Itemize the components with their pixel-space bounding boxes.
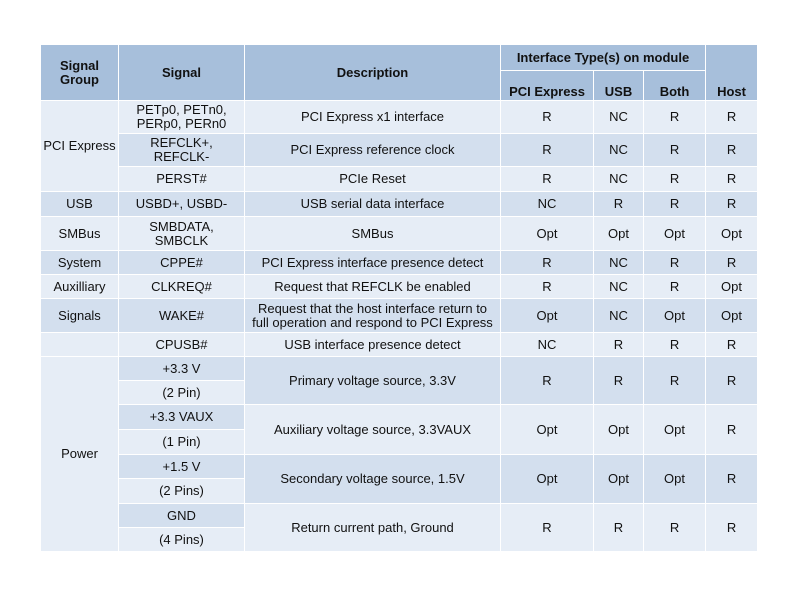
signal-cell: WAKE#	[119, 299, 245, 333]
signal-cell: CPPE#	[119, 251, 245, 275]
usb-cell: NC	[594, 134, 644, 167]
group-system: System	[41, 251, 119, 275]
description-cell: Secondary voltage source, 1.5V	[245, 455, 501, 504]
description-cell: PCI Express reference clock	[245, 134, 501, 167]
description-cell: Request that the host interface return to full operation and respond to PCI Express	[245, 299, 501, 333]
power-signal-cell: +3.3 VAUX	[119, 405, 245, 430]
table-row	[41, 217, 758, 251]
description-cell: PCI Express x1 interface	[245, 101, 501, 134]
group-power: Power	[41, 357, 119, 552]
power-signal-cell: +3.3 V	[119, 357, 245, 381]
table-row	[41, 405, 758, 430]
description-cell: SMBus	[245, 217, 501, 251]
group-auxilliary: Auxilliary	[41, 275, 119, 299]
usb-cell: R	[594, 192, 644, 217]
signal-cell: PETp0, PETn0, PERp0, PERn0	[119, 101, 245, 134]
host-cell: R	[706, 167, 758, 192]
description-cell: Request that REFCLK be enabled	[245, 275, 501, 299]
usb-cell: NC	[594, 275, 644, 299]
power-pins-cell: (1 Pin)	[119, 430, 245, 455]
description-cell: Auxiliary voltage source, 3.3VAUX	[245, 405, 501, 455]
header-pci-express: PCI Express	[501, 71, 594, 101]
both-cell: Opt	[644, 299, 706, 333]
table-row	[41, 134, 758, 167]
group-signals: Signals	[41, 299, 119, 333]
table-row	[41, 357, 758, 381]
pci-cell: R	[501, 504, 594, 552]
group-smbus: SMBus	[41, 217, 119, 251]
host-cell: Opt	[706, 299, 758, 333]
host-cell: R	[706, 455, 758, 504]
pci-cell: R	[501, 357, 594, 405]
description-cell: USB serial data interface	[245, 192, 501, 217]
host-cell: R	[706, 405, 758, 455]
group-empty	[41, 333, 119, 357]
description-cell: Primary voltage source, 3.3V	[245, 357, 501, 405]
usb-cell: R	[594, 504, 644, 552]
signal-cell: PERST#	[119, 167, 245, 192]
both-cell: R	[644, 357, 706, 405]
power-pins-cell: (2 Pin)	[119, 381, 245, 405]
signal-cell: SMBDATA, SMBCLK	[119, 217, 245, 251]
usb-cell: NC	[594, 101, 644, 134]
both-cell: R	[644, 192, 706, 217]
pci-cell: R	[501, 134, 594, 167]
power-signal-cell: GND	[119, 504, 245, 528]
pci-cell: R	[501, 251, 594, 275]
host-cell: R	[706, 333, 758, 357]
table-row	[41, 455, 758, 479]
usb-cell: Opt	[594, 455, 644, 504]
both-cell: R	[644, 333, 706, 357]
header-both: Both	[644, 71, 706, 101]
table-row	[41, 251, 758, 275]
header-host: Host	[706, 45, 758, 101]
header-interface-types: Interface Type(s) on module	[501, 45, 706, 71]
table-row	[41, 333, 758, 357]
signal-cell: USBD+, USBD-	[119, 192, 245, 217]
both-cell: R	[644, 251, 706, 275]
usb-cell: NC	[594, 167, 644, 192]
usb-cell: NC	[594, 251, 644, 275]
host-cell: R	[706, 192, 758, 217]
usb-cell: R	[594, 333, 644, 357]
group-usb: USB	[41, 192, 119, 217]
table-row	[41, 275, 758, 299]
pci-cell: Opt	[501, 405, 594, 455]
header-description: Description	[245, 45, 501, 101]
table-row	[41, 101, 758, 134]
description-cell: Return current path, Ground	[245, 504, 501, 552]
header-usb: USB	[594, 71, 644, 101]
table-row	[41, 167, 758, 192]
table-row	[41, 504, 758, 528]
both-cell: R	[644, 101, 706, 134]
power-signal-cell: +1.5 V	[119, 455, 245, 479]
host-cell: R	[706, 504, 758, 552]
pci-cell: Opt	[501, 299, 594, 333]
table-row	[41, 192, 758, 217]
description-cell: USB interface presence detect	[245, 333, 501, 357]
signal-cell: REFCLK+, REFCLK-	[119, 134, 245, 167]
pci-cell: R	[501, 275, 594, 299]
signal-cell: CLKREQ#	[119, 275, 245, 299]
signal-table	[40, 44, 758, 552]
both-cell: R	[644, 504, 706, 552]
both-cell: R	[644, 167, 706, 192]
host-cell: R	[706, 134, 758, 167]
header-signal-group: Signal Group	[41, 45, 119, 101]
table-row	[41, 299, 758, 333]
signal-cell: CPUSB#	[119, 333, 245, 357]
group-pci-express: PCI Express	[41, 101, 119, 192]
both-cell: Opt	[644, 455, 706, 504]
host-cell: R	[706, 251, 758, 275]
usb-cell: NC	[594, 299, 644, 333]
header-signal: Signal	[119, 45, 245, 101]
both-cell: R	[644, 134, 706, 167]
power-pins-cell: (4 Pins)	[119, 528, 245, 552]
host-cell: R	[706, 357, 758, 405]
power-pins-cell: (2 Pins)	[119, 479, 245, 504]
host-cell: Opt	[706, 217, 758, 251]
pci-cell: R	[501, 101, 594, 134]
usb-cell: Opt	[594, 405, 644, 455]
host-cell: R	[706, 101, 758, 134]
description-cell: PCIe Reset	[245, 167, 501, 192]
pci-cell: NC	[501, 192, 594, 217]
pci-cell: Opt	[501, 217, 594, 251]
usb-cell: Opt	[594, 217, 644, 251]
pci-cell: Opt	[501, 455, 594, 504]
host-cell: Opt	[706, 275, 758, 299]
usb-cell: R	[594, 357, 644, 405]
both-cell: Opt	[644, 405, 706, 455]
both-cell: R	[644, 275, 706, 299]
pci-cell: R	[501, 167, 594, 192]
pci-cell: NC	[501, 333, 594, 357]
both-cell: Opt	[644, 217, 706, 251]
description-cell: PCI Express interface presence detect	[245, 251, 501, 275]
